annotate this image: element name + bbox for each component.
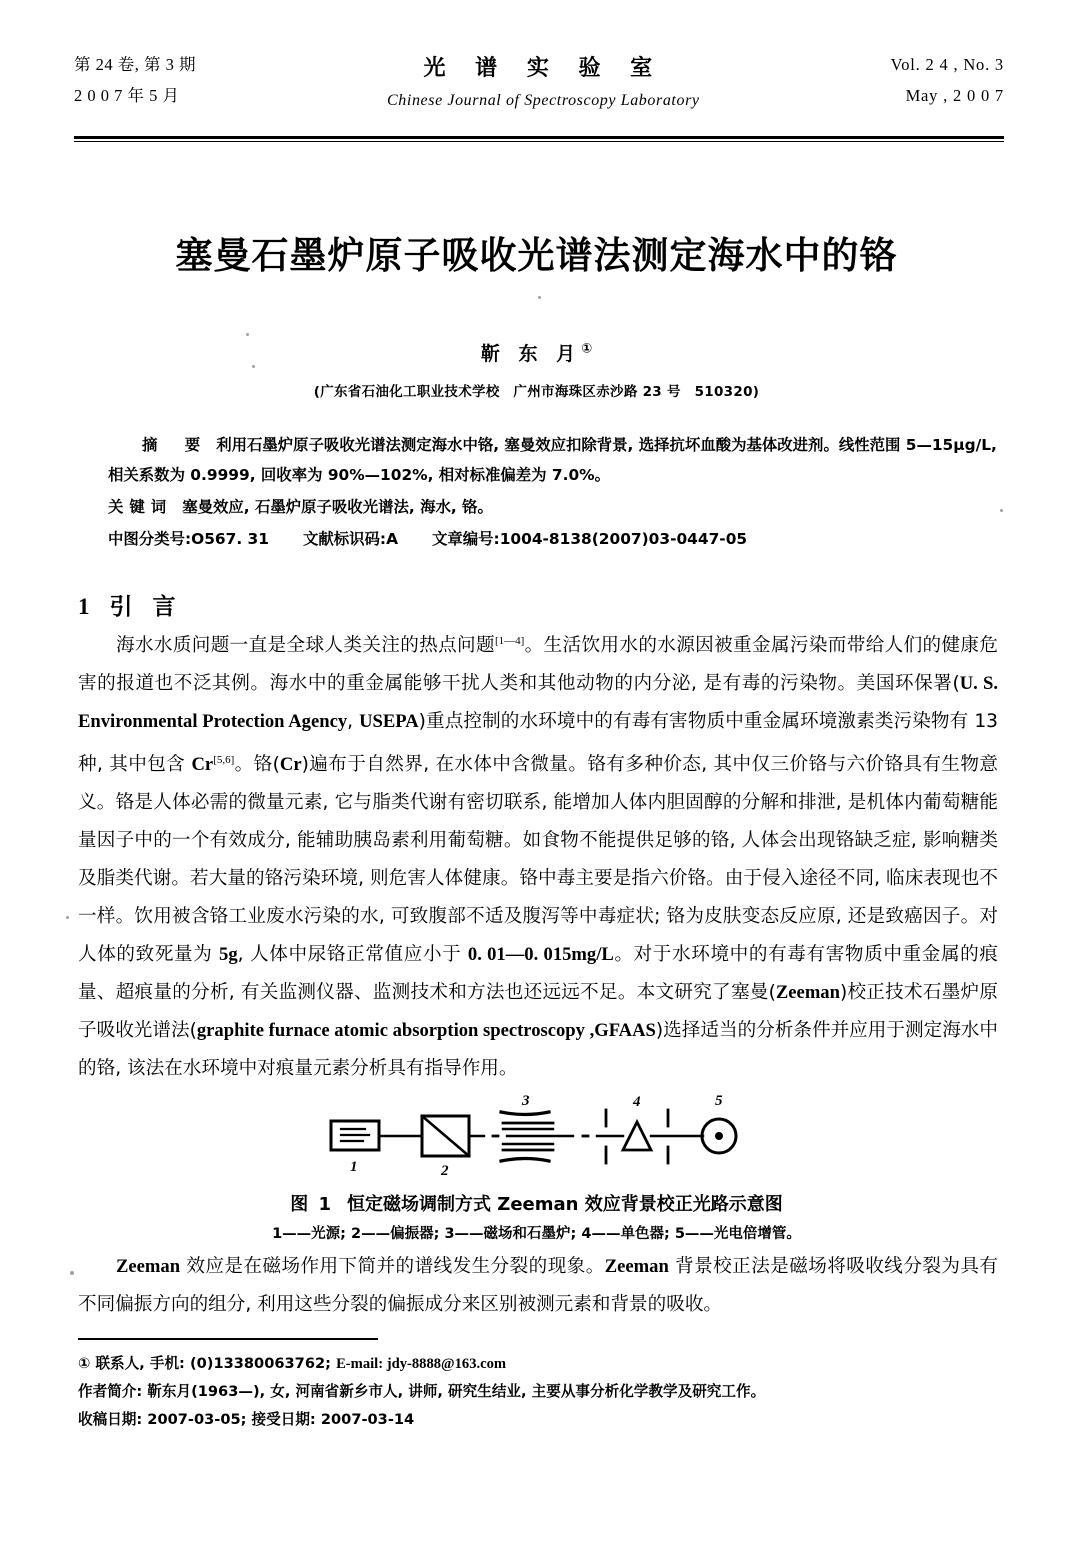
- figure-part-label-2: 2: [440, 1163, 448, 1179]
- journal-title-cn: 光 谱 实 验 室: [423, 56, 664, 81]
- magnet-pole-upper: [501, 1112, 549, 1115]
- intro-text-f: )遍布于自然界, 在水体中含微量。铬有多种价态, 其中仅三价铬与六价铬具有生物意义。铬是人体必需的微量元素, 它与脂类代谢有密切联系, 能增加人体内胆固醇的分解和排泄, 是机体内葡萄糖能量因子中的一个有效成分, 能辅助胰岛素利用葡萄糖。如食物不能提供足够的铬, 人体会出现铬缺乏症, 影响糖类及脂类代谢。若大量的铬污染环境, 则危害人体健康。铬中毒主要是指六价铬。由于侵入途径不同, 临床表现也不一样。饮用被含铬工业废水污染的水, 可致腹部不适及腹泻等中毒症状; 铬为皮肤变态反应原, 还是致癌因子。对人体的致死量为: [78, 754, 998, 966]
- intro-en-cr-2: Cr: [279, 754, 302, 776]
- scan-speck: [252, 365, 255, 368]
- footnote-author-bio: 作者简介: 靳东月(1963—), 女, 河南省新乡市人, 讲师, 研究生结业, 主要从事分析化学教学及研究工作。: [78, 1383, 766, 1400]
- author-footnote-marker: ①: [581, 341, 593, 357]
- intro-text-j: )选择适当的分析条件并应用于测定海水中的铬, 该法在水环境中对痕量元素分析具有指导作用。: [78, 1020, 998, 1080]
- author-name: 靳 东 月: [480, 343, 582, 365]
- figure-part-label-4: 4: [632, 1094, 640, 1110]
- article-id-label: 文章编号:: [431, 530, 500, 548]
- masthead-left: [74, 52, 196, 108]
- figure-number: 图 1: [290, 1194, 334, 1215]
- footnote-marker: ①: [78, 1355, 91, 1372]
- journal-title-en: Chinese Journal of Spectroscopy Laboratory: [387, 92, 700, 110]
- intro-text-e: 。铬(: [234, 754, 280, 776]
- tail-en-zeeman-1: Zeeman: [116, 1256, 181, 1277]
- paragraph-intro: [78, 622, 998, 1088]
- footnote-separator-rule: [78, 1338, 378, 1340]
- figure-1: [0, 1090, 1073, 1243]
- scan-speck: [538, 296, 541, 299]
- figure-caption-text: 恒定磁场调制方式 Zeeman 效应背景校正光路示意图: [347, 1194, 783, 1215]
- intro-text-h: 。对于水环境中的有毒有害物质中重金属的痕量、超痕量的分析, 有关监测仪器、监测技术和方法也还远远不足。本文研究了塞曼(: [78, 944, 998, 1004]
- prism-body: [623, 1122, 651, 1150]
- scan-speck: [66, 916, 69, 919]
- abstract-text: 利用石墨炉原子吸收光谱法测定海水中铬, 塞曼效应扣除背景, 选择抗坏血酸为基体改进剂。线性范围 5—15μg/L, 相关系数为 0.9999, 回收率为 90%—102%, 相对标准偏差为 7.0%。: [108, 436, 997, 484]
- abstract-paragraph: [108, 430, 998, 490]
- polarizer-diagonal: [422, 1116, 469, 1156]
- intro-text-c: ,: [347, 711, 360, 733]
- figure-part-label-5: 5: [714, 1093, 722, 1109]
- figure-caption: [0, 1190, 1073, 1216]
- figure-part-label-3: 3: [521, 1093, 529, 1109]
- intro-en-usepa-full: U. S. Environmental Protection Agency: [78, 673, 998, 733]
- scan-speck: [1000, 509, 1003, 512]
- footnote-contact: [78, 1350, 998, 1378]
- document-code-label: 文献标识码:: [302, 530, 387, 548]
- scan-speck: [70, 1271, 74, 1275]
- keywords-label: 关键词: [108, 498, 173, 516]
- scan-speck: [246, 333, 249, 336]
- keywords-text: 塞曼效应, 石墨炉原子吸收光谱法, 海水, 铬。: [182, 498, 493, 516]
- intro-en-concentration: 0. 01—0. 015mg/L: [467, 944, 614, 966]
- header-divider-rule: [74, 136, 1004, 142]
- figure-legend: 1——光源; 2——偏振器; 3——磁场和石墨炉; 4——单色器; 5——光电倍增管。: [272, 1226, 801, 1242]
- intro-en-zeeman: Zeeman: [775, 982, 840, 1004]
- clc-value: O567. 31: [191, 530, 269, 548]
- pmt-cathode-dot: [715, 1132, 723, 1140]
- keywords-line: [108, 492, 998, 522]
- intro-text-d: )重点控制的水环境中的有毒有害物质中重金属环境激素类污染物有 13 种, 其中包含: [78, 711, 999, 776]
- intro-text-i: )校正技术石墨炉原子吸收光谱法(: [78, 982, 998, 1042]
- masthead-right: [891, 52, 1004, 108]
- optical-path-diagram: [317, 1090, 757, 1182]
- paragraph-zeeman: [78, 1248, 998, 1324]
- intro-text-g: , 人体中尿铬正常值应小于: [237, 944, 468, 966]
- tail-en-zeeman-2: Zeeman: [604, 1256, 669, 1277]
- running-head: [74, 52, 1004, 114]
- date-en: May , 2 0 0 7: [905, 85, 1004, 105]
- footnote-email[interactable]: E-mail: jdy-8888@163.com: [336, 1356, 507, 1372]
- article-id-value: 1004-8138(2007)03-0447-05: [499, 530, 748, 548]
- author-affiliation: (广东省石油化工职业技术学校 广州市海珠区赤沙路 23 号 510320): [313, 384, 760, 400]
- magnet-pole-lower: [501, 1159, 549, 1162]
- citation-ref-1-4: [1—4]: [494, 635, 525, 647]
- footnote-block: [78, 1350, 998, 1434]
- section-heading-introduction: [78, 588, 182, 621]
- classification-line: [108, 524, 998, 554]
- intro-en-usepa-abbr: USEPA: [359, 711, 419, 733]
- intro-text-b: 。生活饮用水的水源因被重金属污染而带给人们的健康危害的报道也不泛其例。海水中的重金属能够干扰人类和其他动物的内分泌, 是有毒的污染物。美国环保署(: [78, 635, 998, 695]
- volume-issue-en: Vol. 2 4 , No. 3: [890, 55, 1004, 74]
- tail-text-a: 效应是在磁场作用下简并的谱线发生分裂的现象。: [180, 1256, 605, 1277]
- article-title: 塞曼石墨炉原子吸收光谱法测定海水中的铬: [175, 234, 898, 277]
- document-code-value: A: [386, 530, 398, 548]
- zeeman-explanation-body: [78, 1248, 998, 1324]
- footnote-dates: 收稿日期: 2007-03-05; 接受日期: 2007-03-14: [78, 1411, 415, 1428]
- section-number: 1: [78, 594, 90, 619]
- introduction-body: [78, 622, 998, 1088]
- intro-text-a: 海水水质问题一直是全球人类关注的热点问题: [116, 635, 495, 657]
- figure-part-label-1: 1: [349, 1159, 357, 1175]
- intro-en-gfaas: graphite furnace atomic absorption spectroscopy ,GFAAS: [196, 1020, 656, 1042]
- author-name-block: [0, 339, 1073, 366]
- intro-en-cr-1: Cr: [191, 754, 214, 776]
- clc-label: 中图分类号:: [108, 530, 192, 548]
- section-title: 引 言: [109, 594, 182, 620]
- masthead-center: [387, 52, 700, 114]
- volume-issue-cn: 第 24 卷, 第 3 期: [74, 55, 196, 74]
- abstract-block: [108, 430, 998, 554]
- tail-text-b: 背景校正法是磁场将吸收线分裂为具有不同偏振方向的组分, 利用这些分裂的偏振成分来区别被测元素和背景的吸收。: [78, 1256, 998, 1315]
- abstract-label: 摘 要: [142, 436, 207, 454]
- footnote-contact-text: 联系人, 手机: (0)13380063762;: [90, 1355, 337, 1372]
- intro-en-dose: 5g: [219, 944, 238, 966]
- date-cn: 2 0 0 7 年 5 月: [74, 85, 180, 105]
- citation-ref-5-6: [5,6]: [213, 754, 235, 767]
